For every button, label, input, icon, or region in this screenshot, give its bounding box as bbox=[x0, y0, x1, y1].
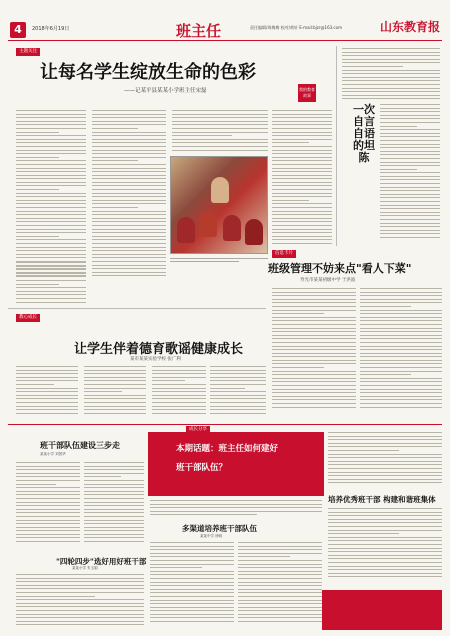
growth-column-3 bbox=[152, 366, 206, 420]
side-story-3-byline: 某某中学 徐明 bbox=[200, 534, 223, 538]
growth-column-4 bbox=[210, 366, 266, 420]
section-divider bbox=[8, 308, 266, 309]
main-tail-text bbox=[16, 262, 86, 306]
management-headline: 班级管理不妨来点"看人下菜" bbox=[268, 262, 412, 275]
issue-date: 2018年6月19日 bbox=[32, 26, 70, 32]
next-topic-box bbox=[322, 590, 442, 630]
page-number: 4 bbox=[10, 22, 26, 38]
side-story-1-headline: 班干部队伍建设三步走 bbox=[40, 440, 120, 450]
side-story-2-headline: "四轮四步"选好用好班干部 bbox=[56, 557, 147, 566]
topic-line-1: 本期话题：班主任如何建好 bbox=[176, 444, 279, 454]
growth-column-2 bbox=[84, 366, 146, 420]
side-story-3-column-1 bbox=[150, 542, 234, 630]
section-tag-feature: 主题关注 bbox=[16, 48, 40, 56]
side-story-4-lead bbox=[328, 432, 442, 490]
photo-caption-bar bbox=[170, 256, 268, 262]
masthead bbox=[0, 0, 450, 40]
main-headline: 让每名学生绽放生命的色彩 bbox=[40, 62, 256, 83]
side-story-2-text bbox=[16, 574, 144, 630]
right-column-text bbox=[380, 104, 440, 244]
main-column-2 bbox=[92, 110, 166, 286]
main-subhead: ——记某平县某某小学班主任宋磊 bbox=[124, 88, 207, 94]
section-tag-story: 成长分享 bbox=[186, 426, 210, 434]
right-top-text bbox=[342, 48, 440, 100]
side-story-3-headline: 多渠道培养班干部队伍 bbox=[182, 524, 257, 533]
bottom-section-rule bbox=[8, 424, 442, 425]
section-tag-column: 信息卡片 bbox=[272, 250, 296, 258]
side-story-1-column-1 bbox=[16, 462, 80, 552]
side-story-1-column-2 bbox=[84, 462, 144, 552]
side-story-4-headline: 培养优秀班干部 构建和谐班集体 bbox=[328, 495, 436, 504]
topic-intro-text bbox=[150, 500, 322, 520]
story-badge: 我的教育故事 bbox=[298, 84, 316, 102]
main-column-4 bbox=[272, 110, 332, 248]
growth-headline: 让学生伴着德育歌谣健康成长 bbox=[74, 342, 244, 357]
management-column-2 bbox=[360, 288, 442, 414]
column-divider bbox=[336, 46, 337, 246]
growth-byline: 某市某某实验学校 张广利 bbox=[130, 357, 181, 362]
header-rule bbox=[8, 40, 442, 41]
side-story-4-text bbox=[328, 508, 442, 586]
paper-logo: 山东教育报 bbox=[379, 20, 440, 34]
main-column-3 bbox=[172, 110, 268, 152]
section-title: 班主任 bbox=[176, 22, 222, 40]
management-column-1 bbox=[272, 288, 356, 414]
side-story-2-byline: 某某小学 朱玉娟 bbox=[72, 566, 98, 570]
vertical-headline: 一次自言自语的坦陈 bbox=[353, 103, 375, 164]
topic-line-2: 班干部队伍？ bbox=[176, 463, 228, 473]
editor-credit: 责任编辑/周梅梅 校对/黄轩 E-mail:bjzr@163.com bbox=[250, 25, 342, 30]
growth-column-1 bbox=[16, 366, 78, 420]
side-story-3-column-2 bbox=[238, 542, 322, 630]
side-story-1-byline: 某某小学 刘国华 bbox=[40, 452, 66, 456]
section-tag-growth: 教心成长 bbox=[16, 314, 40, 322]
management-byline: 寿光市某某初级中学 于洪波 bbox=[300, 278, 356, 283]
main-column-1 bbox=[16, 110, 86, 286]
students-photo bbox=[170, 156, 268, 254]
